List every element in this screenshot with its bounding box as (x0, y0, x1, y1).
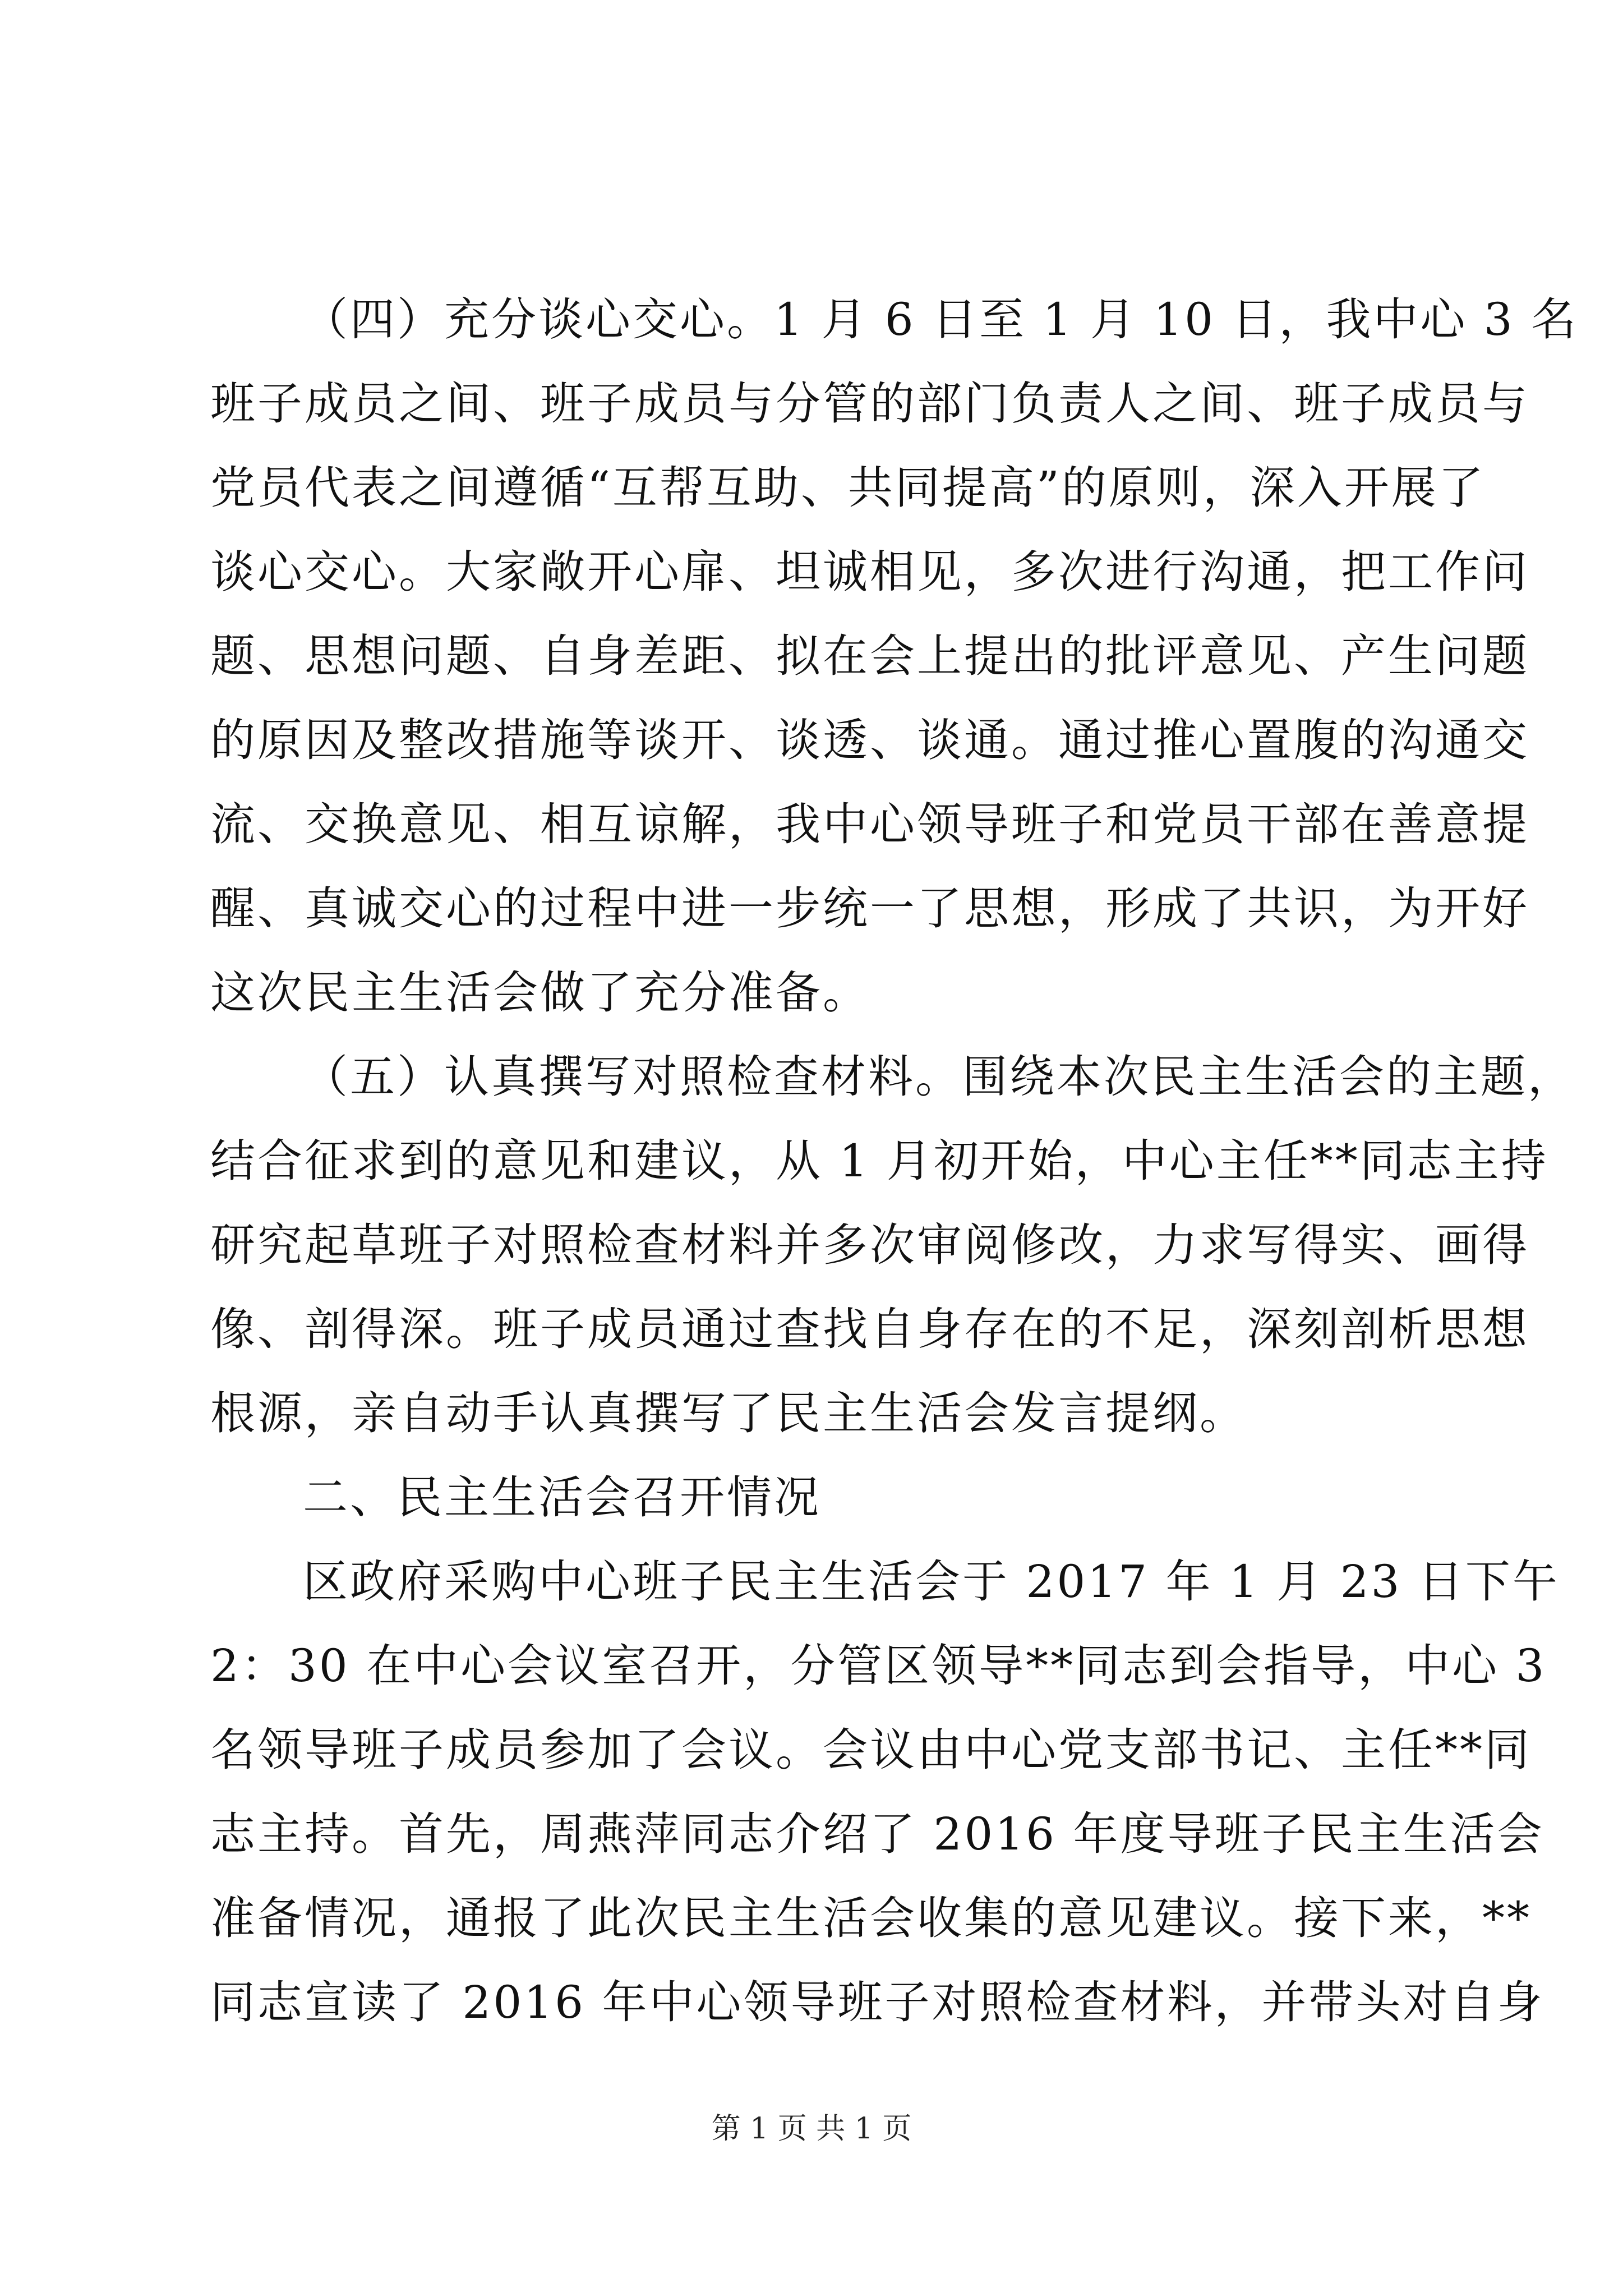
paragraph-line: 像、剖得深。班子成员通过查找自身存在的不足，深刻剖析思想 (210, 1303, 1529, 1355)
paragraph-line: 研究起草班子对照检查材料并多次审阅修改，力求写得实、画得 (210, 1219, 1529, 1271)
paragraph-line: 谈心交心。大家敞开心扉、坦诚相见，多次进行沟通，把工作问 (210, 546, 1529, 598)
paragraph-line: 党员代表之间遵循“互帮互助、共同提高”的原则，深入开展了 (210, 462, 1486, 514)
paragraph-line: 2：30 在中心会议室召开，分管区领导**同志到会指导，中心 3 (210, 1640, 1547, 1692)
paragraph-line: （四）充分谈心交心。1 月 6 日至 1 月 10 日，我中心 3 名 (303, 293, 1579, 346)
paragraph-line: 结合征求到的意见和建议，从 1 月初开始，中心主任**同志主持 (210, 1135, 1548, 1187)
paragraph-line: 题、思想问题、自身差距、拟在会上提出的批评意见、产生问题 (210, 630, 1529, 682)
paragraph-line: 这次民主生活会做了充分准备。 (210, 967, 870, 1019)
paragraph-line: 班子成员之间、班子成员与分管的部门负责人之间、班子成员与 (210, 378, 1529, 430)
paragraph-line: 同志宣读了 2016 年中心领导班子对照检查材料，并带头对自身 (210, 1976, 1544, 2028)
paragraph-line: 区政府采购中心班子民主生活会于 2017 年 1 月 23 日下午 (303, 1556, 1560, 1608)
page-number-footer: 第 1 页 共 1 页 (711, 2112, 912, 2146)
paragraph-line: 名领导班子成员参加了会议。会议由中心党支部书记、主任**同 (210, 1724, 1532, 1776)
paragraph-line: （五）认真撰写对照检查材料。围绕本次民主生活会的主题， (303, 1051, 1575, 1103)
paragraph-line: 的原因及整改措施等谈开、谈透、谈通。通过推心置腹的沟通交 (210, 714, 1529, 766)
paragraph-line: 准备情况，通报了此次民主生活会收集的意见建议。接下来，** (210, 1892, 1532, 1944)
paragraph-line: 志主持。首先，周燕萍同志介绍了 2016 年度导班子民主生活会 (210, 1808, 1544, 1860)
paragraph-line: 醒、真诚交心的过程中进一步统一了思想，形成了共识，为开好 (210, 882, 1529, 935)
paragraph-line: 根源，亲自动手认真撰写了民主生活会发言提纲。 (210, 1387, 1247, 1439)
section-heading: 二、民主生活会召开情况 (303, 1471, 821, 1524)
paragraph-line: 流、交换意见、相互谅解，我中心领导班子和党员干部在善意提 (210, 798, 1529, 850)
